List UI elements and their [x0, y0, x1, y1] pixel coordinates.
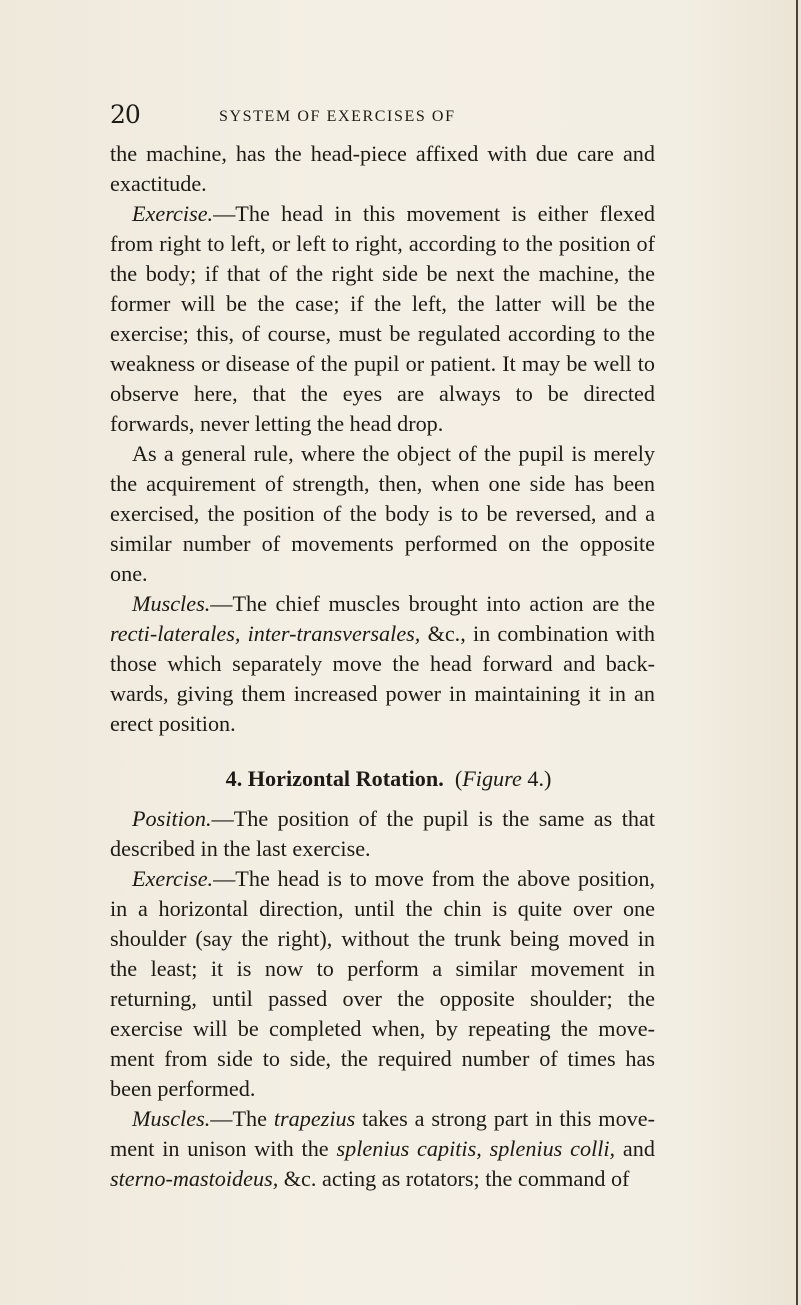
figure-reference: Figure [462, 766, 522, 791]
body-text [110, 139, 655, 1194]
paragraph-muscles [110, 589, 655, 739]
heading-open: ( [454, 766, 463, 791]
muscles-text-b: &c., in combination with those which separately move the head forward and back-wards, giving them increased power in maintaining it in an erect position. [110, 621, 656, 736]
exercise-rotation-label: Exercise. [132, 866, 214, 891]
paragraph-exercise-rotation [110, 864, 655, 1104]
exercise-rotation-text: —The head is to move from the above position, in a horizontal direction, until the chin is quite over one shoulder (say the right), without the trunk being moved in the least; it is now to perform a similar movement in returning, until passed over the opposite shoulder; the exercise will be completed when, by repeating the move-ment from side to side, the required number of times has been performed. [110, 866, 655, 1101]
running-head: SYSTEM OF EXERCISES OF [219, 108, 456, 125]
page-number: 20 [110, 100, 140, 129]
paragraph-exercise [110, 199, 655, 439]
muscles-italic-terms: recti-laterales, inter-transversales, [110, 621, 421, 646]
position-label: Position. [132, 806, 212, 831]
section-heading [110, 764, 655, 794]
paragraph-general-rule: As a general rule, where the object of the pupil is merely the acquirement of strength, then, when one side has been exercised, the position of the body is to be reversed, and a similar number of movements performed on the opposite one. [110, 441, 655, 586]
paragraph-muscles-rotation [110, 1104, 655, 1194]
exercise-label: Exercise. [132, 201, 214, 226]
page-header [0, 96, 801, 136]
section-title: 4. Horizontal Rotation. [225, 766, 444, 791]
trapezius-term: trapezius [273, 1106, 356, 1131]
paragraph-continuation: the machine, has the head-piece affixed with due care and exactitude. [110, 141, 655, 196]
muscles-rotation-label: Muscles. [132, 1106, 211, 1131]
muscles-rotation-text-c: and [615, 1136, 655, 1161]
muscles-text-a: —The chief muscles brought into action are the [210, 591, 655, 616]
muscles-rotation-text-a: —The [210, 1106, 274, 1131]
paragraph-position [110, 804, 655, 864]
sterno-mastoideus-term: sterno-mastoideus, [110, 1166, 279, 1191]
splenius-terms: splenius capitis, splenius colli, [336, 1136, 616, 1161]
muscles-rotation-text-d: &c. acting as rotators; the command of [278, 1166, 630, 1191]
position-text: —The position of the pupil is the same as that described in the last exercise. [110, 806, 655, 861]
exercise-text: —The head in this movement is either flexed from right to left, or left to right, according to the position of the body; if that of the right side be next the machine, the former will be the case; if the left, the latter will be the exercise; this, of course, must be regulated according to the weakness or disease of the pupil or patient. It may be well to observe here, that the eyes are always to be directed forwards, never letting the head drop. [110, 201, 655, 436]
muscles-label: Muscles. [132, 591, 211, 616]
page-edge [796, 0, 798, 1305]
heading-close: 4.) [521, 766, 552, 791]
muscles-rotation-text-b: takes a strong part in this move-ment in unison with the [110, 1106, 655, 1161]
